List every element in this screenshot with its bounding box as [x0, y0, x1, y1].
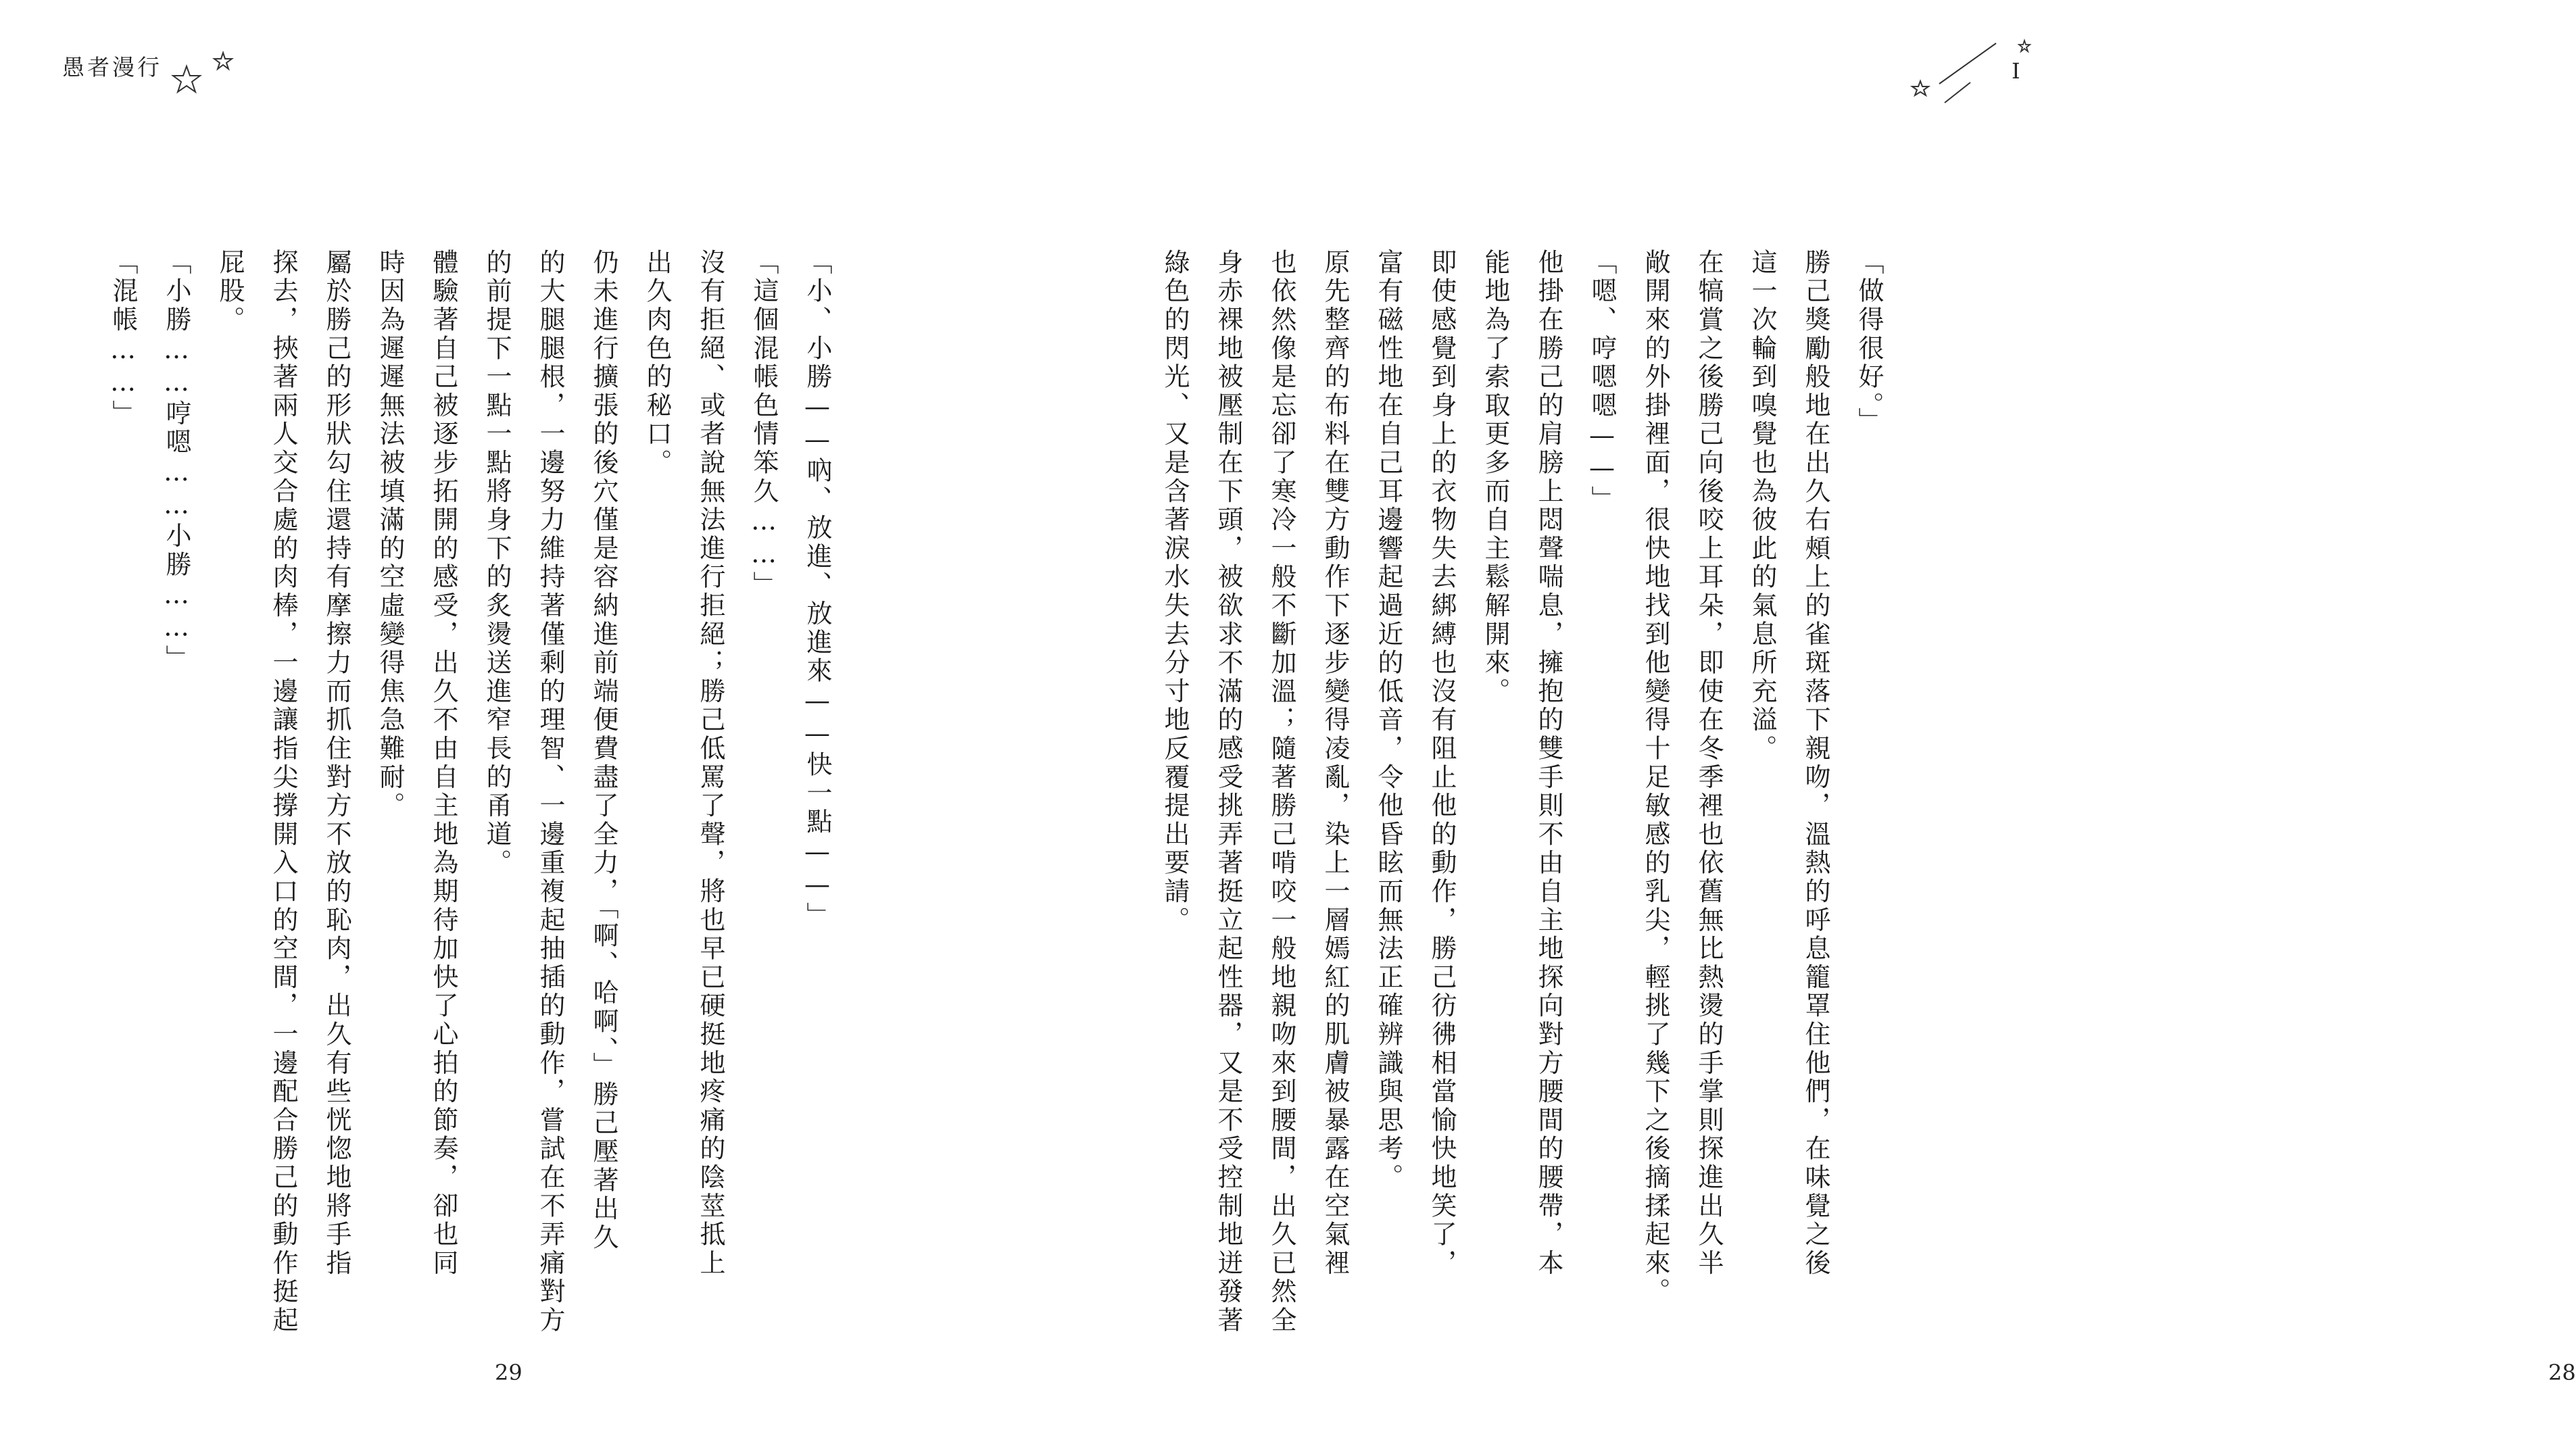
- paragraph: 也依然像是忘卻了寒冷一般不斷加溫；隨著勝己啃咬一般地親吻來到腰間，出久已然全: [1267, 249, 1296, 1335]
- paragraph: 他掛在勝己的肩膀上悶聲喘息，擁抱的雙手則不由自主地探向對方腰間的腰帶，本: [1534, 249, 1563, 1278]
- paragraph: 探去，挾著兩人交合處的肉棒，一邊讓指尖撐開入口的空間，一邊配合勝己的動作挺起: [268, 249, 298, 1335]
- paragraph: 屁股。: [215, 249, 245, 335]
- paragraph: 原先整齊的布料在雙方動作下逐步變得凌亂，染上一層嫣紅的肌膚被暴露在空氣裡: [1320, 249, 1350, 1278]
- right-page: [1022, 0, 2576, 1453]
- paragraph: 出久肉色的秘口。: [642, 249, 672, 478]
- page-number-right: 28: [2548, 1360, 2576, 1385]
- page-number-left: 29: [495, 1360, 523, 1385]
- paragraph: 勝己獎勵般地在出久右頰上的雀斑落下親吻，溫熱的呼息籠罩住他們，在味覺之後: [1801, 249, 1830, 1278]
- paragraph: 「混帳……」: [108, 249, 138, 428]
- book-title-header: 愚者漫行: [62, 54, 162, 80]
- left-page: [0, 0, 1022, 1453]
- paragraph: 敞開來的外掛裡面，很快地找到他變得十足敏感的乳尖，輕挑了幾下之後摘揉起來。: [1641, 249, 1670, 1307]
- paragraph: 在犒賞之後勝己向後咬上耳朵，即使在冬季裡也依舊無比熱燙的手掌則探進出久半: [1694, 249, 1724, 1278]
- paragraph: 身赤裸地被壓制在下頭，被欲求不滿的感受挑弄著挺立起性器，又是不受控制地迸發著: [1213, 249, 1243, 1335]
- paragraph: 即使感覺到身上的衣物失去綁縛也沒有阻止他的動作，勝己彷彿相當愉快地笑了，: [1427, 249, 1457, 1278]
- chapter-numeral: I: [2012, 58, 2020, 84]
- paragraph: 富有磁性地在自己耳邊響起過近的低音，令他昏眩而無法正確辨識與思考。: [1374, 249, 1403, 1192]
- stars-icon: [168, 41, 249, 108]
- paragraph: 「這個混帳色情笨久……」: [749, 249, 779, 600]
- paragraph: 仍未進行擴張的後穴僅是容納進前端便費盡了全力，「啊、哈啊、」勝己壓著出久: [589, 249, 618, 1252]
- paragraph: 體驗著自己被逐步拓開的感受，出久不由自主地為期待加快了心拍的節奏，卻也同: [429, 249, 458, 1278]
- paragraph: 綠色的閃光、又是含著淚水失去分寸地反覆提出要請。: [1160, 249, 1190, 935]
- paragraph: 時因為遲遲無法被填滿的空虛變得焦急難耐。: [375, 249, 405, 820]
- paragraph: 屬於勝己的形狀勾住還持有摩擦力而抓住對方不放的恥肉，出久有些恍惚地將手指: [322, 249, 351, 1278]
- paragraph: 的大腿腿根，一邊努力維持著僅剩的理智、一邊重複起抽插的動作，嘗試在不弄痛對方: [535, 249, 565, 1335]
- paragraph: 能地為了索取更多而自主鬆解開來。: [1480, 249, 1510, 706]
- paragraph: 的前提下一點一點將身下的炙燙送進窄長的甬道。: [482, 249, 512, 878]
- paragraph: 「做得很好。」: [1854, 249, 1884, 437]
- paragraph: 沒有拒絕、或者說無法進行拒絕；勝己低罵了聲，將也早已硬挺地疼痛的陰莖抵上: [696, 249, 725, 1278]
- paragraph: 這一次輪到嗅覺也為彼此的氣息所充溢。: [1747, 249, 1777, 764]
- right-page-body: [1160, 249, 1895, 1364]
- paragraph: 「嗯、哼嗯嗯——」: [1587, 249, 1617, 514]
- left-page-body: [108, 249, 844, 1364]
- paragraph: 「小、小勝——吶、放進、放進來——快一點——」: [802, 249, 832, 931]
- paragraph: 「小勝……哼嗯……小勝……」: [162, 249, 191, 674]
